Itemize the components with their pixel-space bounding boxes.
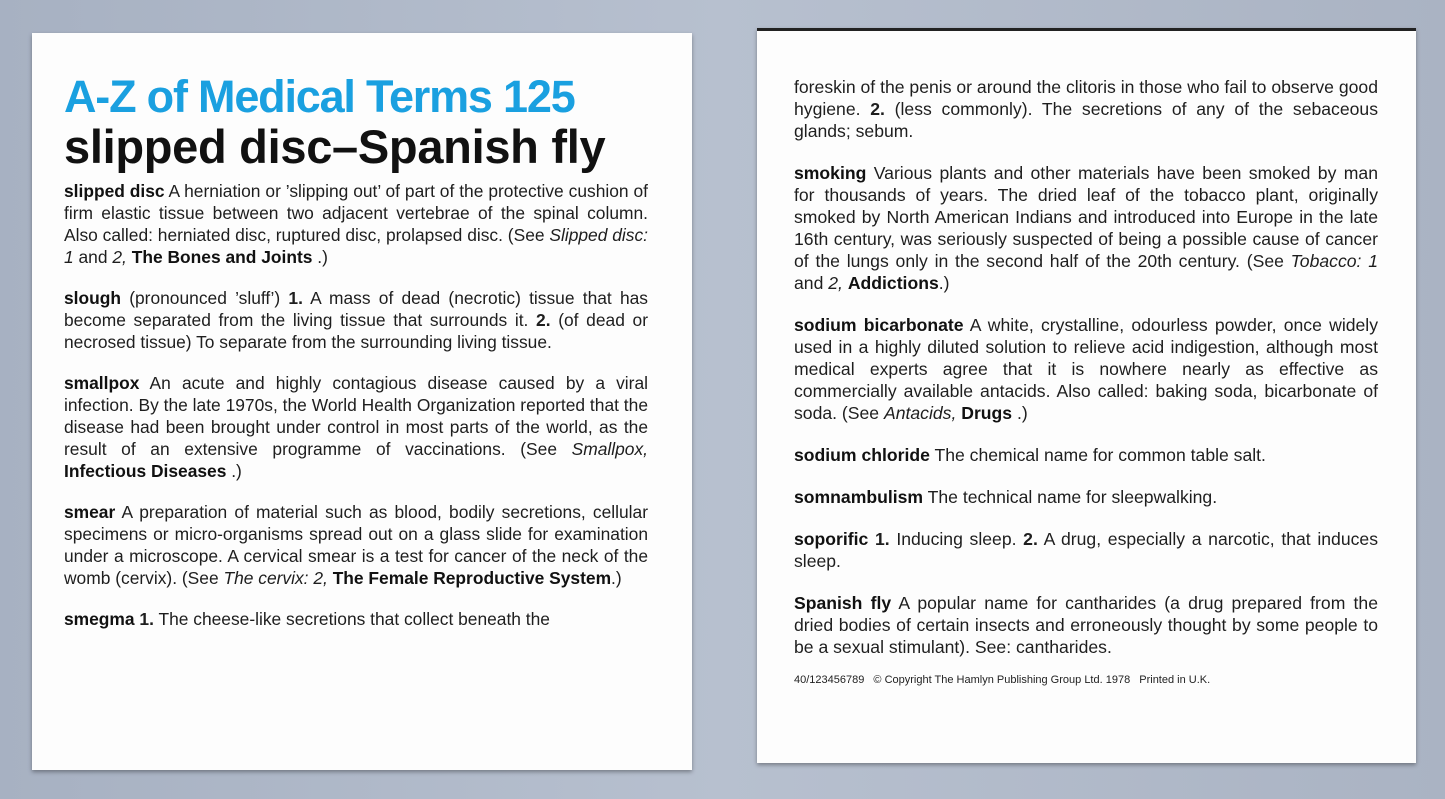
entry-text: A white, crystalline, odourless powder, once widely used in a highly diluted solution to relieve acid indigestion, although most medical experts agree that it is nowhere nearly as effective as commercially available antacids. Also called: baking soda, bicarbonate of soda. (See xyxy=(794,315,1379,423)
entry-soporific xyxy=(794,528,1378,572)
cross-reference: The Bones and Joints xyxy=(131,246,313,267)
entry-text: The chemical name for common table salt. xyxy=(929,445,1266,465)
term-heading: smegma xyxy=(64,608,135,629)
entry-italic-ref: 2, xyxy=(112,246,127,267)
sense-number: 2. xyxy=(536,309,551,330)
entry-text: A mass of dead (necrotic) tissue that has become separated from the living tissue that surrounds it. xyxy=(64,287,649,330)
card-front xyxy=(32,33,692,770)
entry-italic-ref: Tobacco: 1 xyxy=(1290,251,1378,271)
entry-text xyxy=(868,529,875,549)
cross-reference: The Female Reproductive System xyxy=(332,567,612,588)
entry-text: A drug, especially a narcotic, that induces sleep. xyxy=(794,529,1378,571)
card-back xyxy=(757,28,1416,763)
entry-smear xyxy=(64,501,648,589)
entry-text: (less commonly). The secretions of any of the sebaceous glands; sebum. xyxy=(794,99,1378,141)
cross-reference: Addictions xyxy=(847,273,939,293)
entry-italic-ref: The cervix: 2, xyxy=(223,567,328,588)
term-heading: slipped disc xyxy=(64,180,165,201)
entry-smegma-continued xyxy=(794,76,1378,142)
entry-text: foreskin of the penis or around the clitoris in those who fail to observe good hygiene. xyxy=(794,77,1378,119)
term-heading: somnambulism xyxy=(794,487,924,507)
entry-italic-ref: Antacids, xyxy=(883,403,957,423)
entry-text: A popular name for cantharides (a drug prepared from the dried bodies of certain insects and erroneously thought by some people to be a sexual stimulant). See: cantharides. xyxy=(794,593,1379,657)
entry-sodium-chloride xyxy=(794,444,1378,466)
term-heading: Spanish fly xyxy=(794,593,892,613)
entry-text: A preparation of material such as blood, bodily secretions, cellular specimens or micro-organisms spread out on a glass slide for examination under a microscope. A cervical smear is a test for cancer of the neck of the womb (cervix). (See xyxy=(64,501,648,588)
entry-sodium-bicarbonate xyxy=(794,314,1378,424)
entry-smoking xyxy=(794,162,1378,294)
sense-number: 2. xyxy=(1023,529,1038,549)
copyright-notice: © Copyright The Hamlyn Publishing Group Ltd. 1978 xyxy=(873,674,1131,686)
entry-somnambulism xyxy=(794,486,1378,508)
cross-reference: Infectious Diseases xyxy=(64,460,227,481)
entry-italic-ref: Smallpox, xyxy=(571,438,648,459)
term-heading: sodium bicarbonate xyxy=(794,315,964,335)
card-footer xyxy=(794,674,1378,686)
sense-number: 1. xyxy=(874,529,890,549)
sense-number: 1. xyxy=(139,608,154,629)
entry-text: (of dead or necrosed tissue) To separate from the surrounding living tissue. xyxy=(64,309,648,352)
term-heading: smallpox xyxy=(64,372,140,393)
entry-text: .) xyxy=(938,273,950,293)
term-heading: smear xyxy=(64,501,116,522)
term-heading: sodium chloride xyxy=(794,445,930,465)
entry-smallpox xyxy=(64,372,648,482)
entry-italic-ref: Slipped disc: 1 xyxy=(64,224,649,267)
entry-text: .) xyxy=(226,460,242,481)
entry-text: and xyxy=(73,246,113,267)
printed-in: Printed in U.K. xyxy=(1139,674,1211,686)
entry-text: (pronounced ’sluff’) xyxy=(121,287,289,308)
cross-reference: Drugs xyxy=(961,403,1013,423)
term-heading: soporific xyxy=(794,529,869,549)
entry-text: .) xyxy=(1012,403,1028,423)
entry-slipped-disc xyxy=(64,180,648,268)
entry-text: Inducing sleep. xyxy=(889,529,1024,549)
entry-text: Various plants and other materials have been smoked by man for thousands of years. The dried leaf of the tobacco plant, originally smoked by North American Indians and introduced into Europe in the late 16th century, was seriously suspected of being a possible cause of cancer of the lungs only in the second half of the 20th century. (See xyxy=(794,163,1378,271)
entry-text: A herniation or ’slipping out’ of part of the protective cushion of firm elastic tissue between two adjacent vertebrae of the spinal column. Also called: herniated disc, ruptured disc, prolapsed disc. (See xyxy=(64,180,648,245)
entry-smegma xyxy=(64,608,648,630)
sense-number: 2. xyxy=(870,99,885,119)
entry-text: An acute and highly contagious disease caused by a viral infection. By the late 1970s, the World Health Organization reported that the disease had been brought under control in most parts of the world, as the result of an extensive programme of vaccinations. (See xyxy=(64,372,648,459)
entry-text: and xyxy=(794,273,829,293)
entry-slough xyxy=(64,287,648,353)
entry-text: .) xyxy=(312,246,328,267)
term-heading: slough xyxy=(64,287,121,308)
entry-spanish-fly xyxy=(794,592,1378,658)
card-title: A-Z of Medical Terms 125 xyxy=(64,71,575,122)
term-heading: smoking xyxy=(794,163,867,183)
entry-text: The technical name for sleepwalking. xyxy=(923,487,1218,507)
entry-text: .) xyxy=(611,567,622,588)
sense-number: 1. xyxy=(288,287,303,308)
entry-italic-ref: 2, xyxy=(828,273,843,293)
catalog-number: 40/123456789 xyxy=(794,674,865,686)
entry-text: The cheese-like secretions that collect beneath the xyxy=(153,608,550,629)
card-subtitle: slipped disc–Spanish fly xyxy=(64,120,606,174)
